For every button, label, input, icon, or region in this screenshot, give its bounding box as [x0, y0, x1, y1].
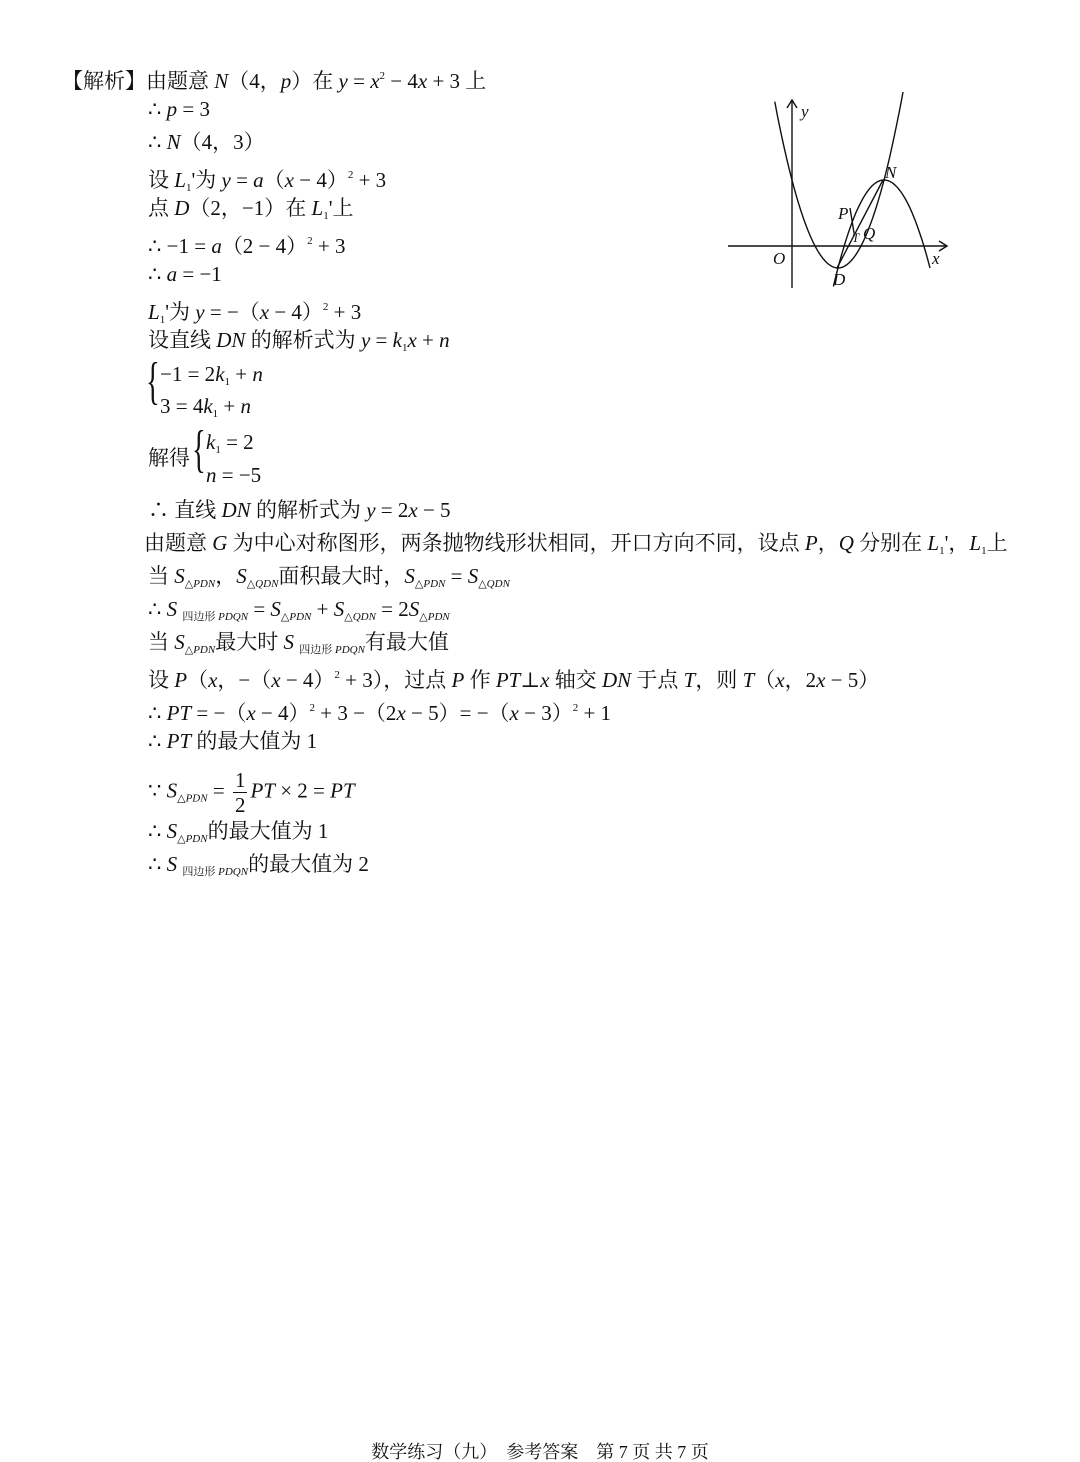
solution-line-smax: ∴ $S_{\triangle PDN}$的最大值为 1: [148, 819, 329, 845]
solution-line-symmetry: 由题意 G 为中心对称图形，两条抛物线形状相同，开口方向不同，设点 P，Q 分别在 L1'，L1上: [144, 531, 1008, 557]
solution-line-max: 当 $S_{\triangle PDN}$最大时 S 四边形 $_{PDQN}$有最大值: [148, 630, 449, 656]
equation-2: 3 = 4k1 + n: [160, 394, 252, 420]
solution-line-4: 设 L1'为 $y = a(x - 4)^2 + 3$: [148, 168, 387, 194]
system-brace: {: [146, 353, 160, 410]
point-d-label: D: [833, 270, 846, 289]
point-n-label: N: [885, 163, 897, 182]
solution-n: n = −5: [206, 463, 262, 487]
solution-line-dn: ∴ 直线 DN 的解析式为 y = 2x − 5: [148, 498, 451, 522]
solution-line-7: ∴ a = −1: [148, 262, 222, 286]
equation-1: −1 = 2k1 + n: [160, 362, 263, 388]
parabola-l1-prime: [833, 180, 930, 287]
point-p-label: P: [838, 204, 849, 223]
y-label: y: [801, 102, 809, 121]
point-q-label: Q: [863, 224, 876, 243]
page-footer: 数学练习（九） 参考答案 第 7 页 共 7 页: [371, 1442, 709, 1462]
parabola-figure: [725, 92, 965, 292]
solution-line-1: 【解析】由题意 N（4，p）在 $y = x^2 - 4x + 3$ 上: [62, 69, 487, 93]
solution-line-2: ∴ p = 3: [148, 97, 210, 121]
solution-line-ptmax: ∴ PT 的最大值为 1: [148, 729, 318, 753]
line-dn: [837, 180, 883, 268]
solution-line-area: 当 $S_{\triangle PDN}$，$S_{\triangle QDN}$面积最大时，$S_{\triangle PDN} = S_{\triangle QDN}$: [148, 564, 510, 590]
origin-label: O: [773, 249, 786, 268]
solution-line-fraction: ∵ $S_{\triangle PDN}$ = $\frac{1}{2}$ PT × 2 = PT: [148, 768, 355, 817]
solution-line-3: ∴ N（4，3）: [148, 130, 265, 154]
solution-line-setp: 设 P（x，$-(x - 4)^2 + 3$），过点 P 作 PT⊥x 轴交 DN 于点 T，则 T（x，2x − 5）: [148, 668, 880, 692]
solution-line-9: 设直线 DN 的解析式为 y = k1x + n: [148, 328, 450, 354]
solution-line-pt: ∴ PT = $-(x - 4)^2 + 3 -(2x - 5)= -(x - 3)^2 + 1$: [148, 701, 612, 725]
solution-line-6: ∴ $-1 = a(2 - 4)^2 + 3$: [148, 234, 346, 258]
solution-line-5: 点 D（2，−1）在 L1'上: [148, 196, 354, 222]
solution-line-8: L1'为 $y = -(x - 4)^2 + 3$: [148, 300, 362, 326]
solution-brace: {: [192, 421, 206, 478]
parabola-l1: [775, 92, 919, 268]
solution-line-quad: ∴ S 四边形 $_{PDQN} = S_{\triangle PDN} + S_{\triangle QDN} = 2S_{\triangle PDN}$: [148, 597, 450, 623]
point-t-label: T: [852, 230, 860, 245]
solution-k1: k1 = 2: [206, 430, 254, 456]
solution-line-final: ∴ S 四边形 $_{PDQN}$的最大值为 2: [148, 852, 369, 878]
solved-label: 解得: [148, 446, 190, 470]
x-label: x: [932, 249, 940, 268]
analysis-heading: 【解析】: [62, 69, 146, 93]
